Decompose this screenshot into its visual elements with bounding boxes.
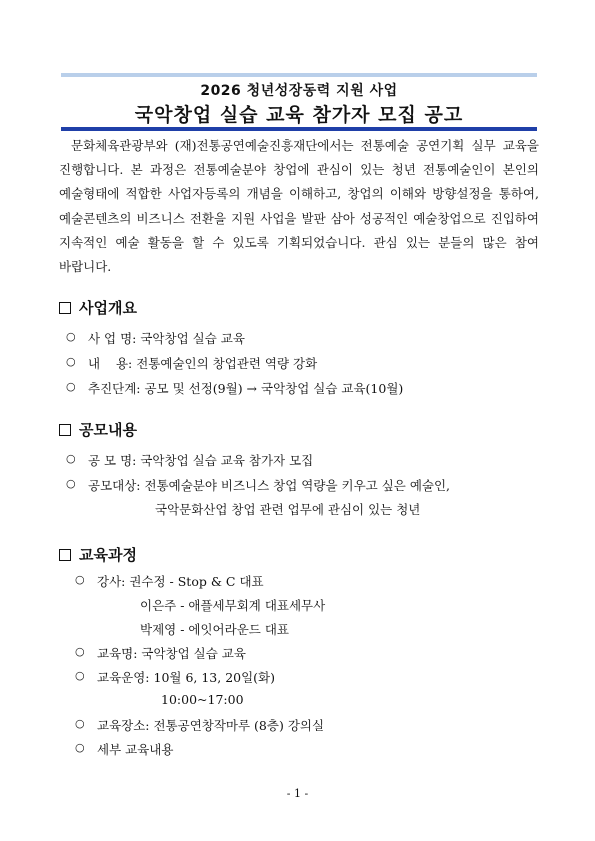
title-bottom-rule (61, 127, 537, 131)
square-bullet-icon (59, 424, 71, 436)
section-heading-text: 사업개요 (79, 299, 137, 317)
recruit-item: 공모대상: 전통예술분야 비즈니스 창업 역량을 키우고 싶은 예술인, (88, 478, 451, 493)
section-heading-recruit (59, 419, 137, 440)
course-details: 세부 교육내용 (97, 742, 174, 757)
circle-bullet-icon: ○ (75, 741, 85, 754)
section-heading-text: 공모내용 (79, 421, 137, 439)
section-heading-overview (59, 297, 137, 318)
section-heading-course (59, 544, 137, 565)
section-heading-text: 교육과정 (79, 546, 137, 564)
course-instructor: 이은주 - 애플세무회계 대표세무사 (140, 598, 326, 613)
document-title: 국악창업 실습 교육 참가자 모집 공고 (134, 104, 464, 126)
circle-bullet-icon: ○ (75, 717, 85, 730)
circle-bullet-icon: ○ (66, 355, 76, 368)
title-top-rule (61, 73, 537, 77)
circle-bullet-icon: ○ (66, 380, 76, 393)
overview-item: 사 업 명: 국악창업 실습 교육 (88, 331, 245, 346)
course-time: 10:00~17:00 (161, 692, 244, 707)
course-name: 교육명: 국악창업 실습 교육 (97, 646, 246, 661)
page-number: - 1 - (286, 787, 309, 800)
document-subtitle: 2026 청년성장동력 지원 사업 (200, 83, 398, 99)
intro-paragraph: 문화체육관광부와 (재)전통공연예술진흥재단에서는 전통예술 공연기획 실무 교육을 진행합니다. 본 과정은 전통예술분야 창업에 관심이 있는 청년 전통예술인이 본인의 예술형태에 적합한 사업자등록의 개념을 이해하고, 창업의 이해와 방향설정을 통하여, 예술콘텐츠의 비즈니스 전환을 지원 사업을 발판 삼아 성공적인 예술창업으로 진입하여 지속적인 예술 활동을 할 수 있도록 기획되었습니다. 관심 있는 분들의 많은 참여 바랍니다. (59, 138, 539, 275)
recruit-item-continuation: 국악문화산업 창업 관련 업무에 관심이 있는 청년 (155, 502, 421, 517)
square-bullet-icon (59, 549, 71, 561)
overview-item: 추진단계: 공모 및 선정(9월) → 국악창업 실습 교육(10월) (88, 381, 404, 396)
circle-bullet-icon: ○ (66, 477, 76, 490)
overview-item: 내 용: 전통예술인의 창업관련 역량 강화 (88, 356, 318, 371)
course-instructors: 강사: 권수정 - Stop & C 대표 (97, 574, 264, 589)
circle-bullet-icon: ○ (66, 452, 76, 465)
circle-bullet-icon: ○ (75, 669, 85, 682)
circle-bullet-icon: ○ (66, 330, 76, 343)
course-instructor: 박제영 - 에잇어라운드 대표 (140, 622, 289, 637)
recruit-item: 공 모 명: 국악창업 실습 교육 참가자 모집 (88, 453, 314, 468)
course-venue: 교육장소: 전통공연창작마루 (8층) 강의실 (97, 718, 325, 733)
circle-bullet-icon: ○ (75, 645, 85, 658)
square-bullet-icon (59, 302, 71, 314)
circle-bullet-icon: ○ (75, 573, 85, 586)
course-schedule: 교육운영: 10월 6, 13, 20일(화) (97, 670, 276, 685)
